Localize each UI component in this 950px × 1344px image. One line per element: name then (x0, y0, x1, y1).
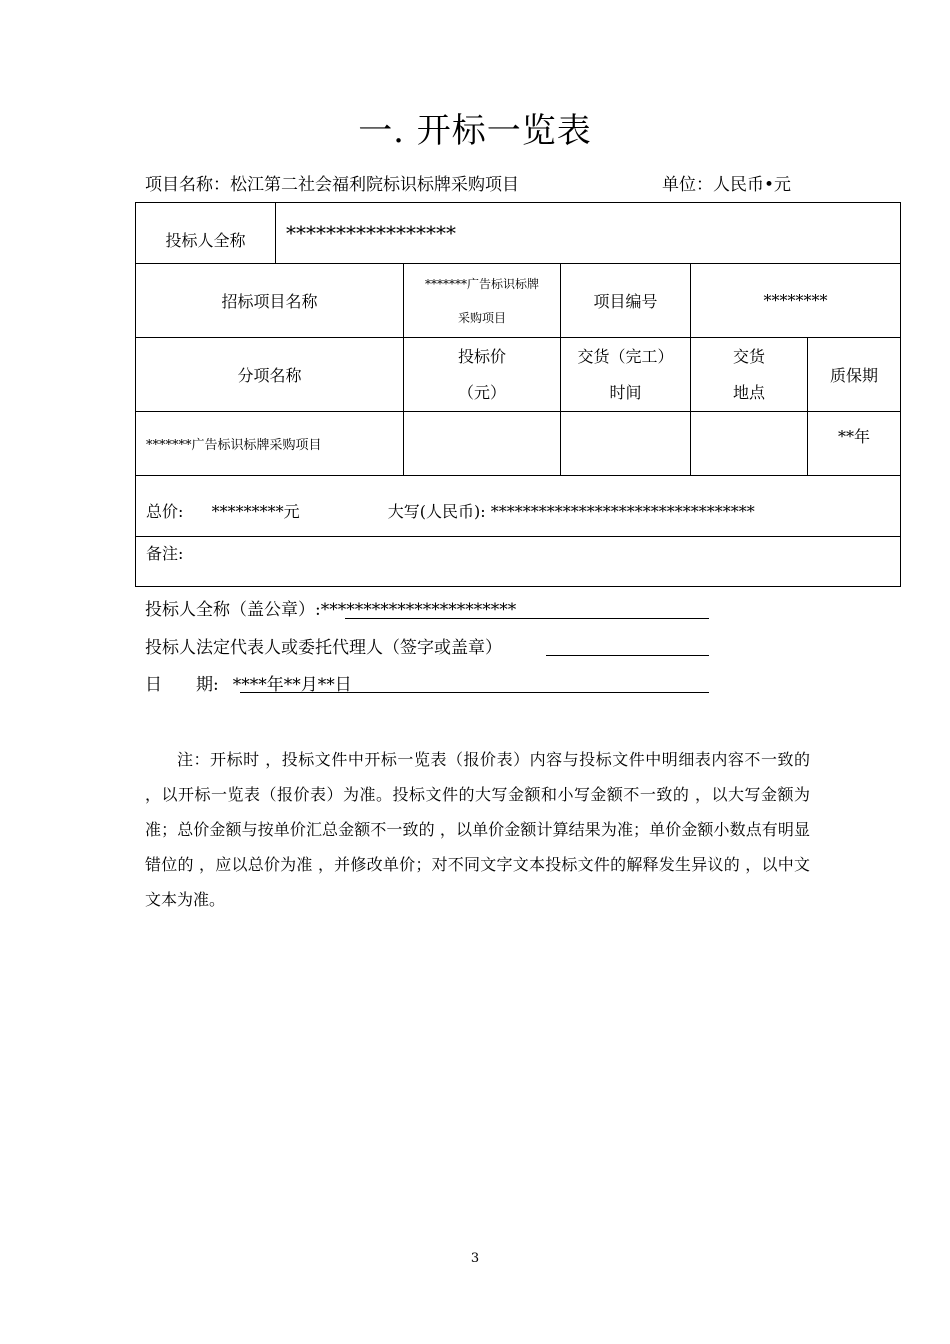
delivery-time-value (561, 412, 691, 476)
bid-price-label-line1: 投标价 (457, 346, 506, 366)
bidder-name-value: ***************** (286, 221, 456, 245)
table-row (136, 537, 901, 587)
bid-price-label-line2: （元） (457, 382, 506, 402)
remarks-label: 备注: (146, 544, 184, 563)
table-row (136, 476, 901, 537)
bid-price-label (404, 338, 561, 412)
page-title: 一. 开标一览表 (358, 111, 592, 151)
table-row (136, 264, 901, 338)
table-row (136, 203, 901, 264)
project-number-value: ******** (691, 264, 901, 338)
date-label-2: 期: (196, 675, 219, 695)
total-price-label: 总价: (146, 501, 184, 521)
table-row (136, 412, 901, 476)
bidder-seal-value: *********************** (320, 600, 517, 620)
uppercase-amount-value: ********************************* (490, 501, 755, 521)
date-value: ****年**月**日 (232, 675, 352, 695)
delivery-place-value (691, 412, 808, 476)
item-name-value: *******广告标识标牌采购项目 (136, 412, 404, 476)
delivery-time-label (561, 338, 691, 412)
currency-unit-label: 单位：人民币•元 (662, 175, 792, 195)
bidder-seal-label: 投标人全称（盖公章）: (145, 600, 321, 620)
delivery-time-label-line2: 时间 (609, 382, 642, 402)
table-row (136, 338, 901, 412)
warranty-value: **年 (808, 412, 901, 476)
bid-price-value (404, 412, 561, 476)
bidder-name-label: 投标人全称 (136, 203, 276, 264)
project-name-label: 项目名称：松江第二社会福利院标识标牌采购项目 (145, 175, 519, 195)
page-number: 3 (470, 1251, 480, 1266)
tender-project-value-line1: *******广告标识标牌 (424, 276, 539, 291)
representative-underline (546, 655, 709, 656)
representative-label: 投标人法定代表人或委托代理人（签字或盖章） (145, 638, 502, 658)
note-paragraph: 注：开标时 ，投标文件中开标一览表（报价表）内容与投标文件中明细表内容不一致的 ，以开标一览表（报价表）为准。投标文件的大写金额和小写金额不一致的 ，以大写金额为准；总价金额与按单价汇总金额不一致的 ，以单价金额计算结果为准；单价金额小数点有明显错位的 ，应以总价为准 ，并修改单价；对不同文字文本投标文件的解释发生异议的 ，以中文文本为准。 (145, 750, 810, 909)
tender-project-label: 招标项目名称 (136, 264, 404, 338)
delivery-time-label-line1: 交货（完工） (577, 346, 674, 366)
bidder-seal-row (145, 595, 516, 620)
date-underline (240, 692, 709, 693)
total-price-value: *********元 (211, 501, 300, 521)
bid-summary-table (135, 202, 901, 587)
delivery-place-label-line1: 交货 (732, 346, 765, 366)
delivery-place-label-line2: 地点 (732, 382, 765, 402)
project-number-label: 项目编号 (561, 264, 691, 338)
tender-project-value-line2: 采购项目 (457, 310, 506, 325)
warranty-label: 质保期 (808, 338, 901, 412)
date-label-1: 日 (145, 675, 162, 695)
item-name-label: 分项名称 (136, 338, 404, 412)
delivery-place-label (691, 338, 808, 412)
tender-project-value (404, 264, 561, 338)
uppercase-amount-label: 大写(人民币): (387, 501, 486, 521)
bidder-seal-underline (345, 618, 709, 619)
